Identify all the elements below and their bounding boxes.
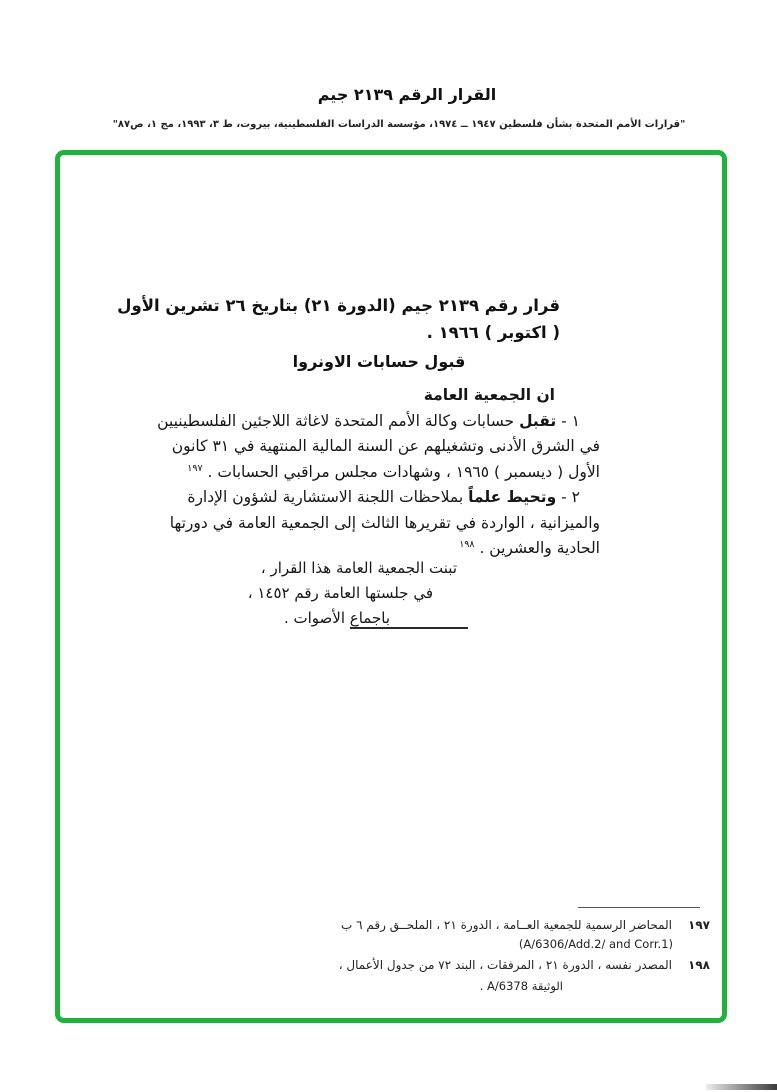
paragraph-2-line-1 [187,485,600,511]
resolution-title-line1: قرار رقم ٢١٣٩ جيم (الدورة ٢١) بتاريخ ٢٦ تشرين الأول [117,296,560,315]
adoption-line-1: تبنت الجمعية العامة هذا القرار ، [260,559,457,577]
resolution-title-line2: ( اكتوبر ) ١٩٦٦ . [426,323,560,342]
paragraph-1-text: حسابات وكالة الأمم المتحدة لاغاثة اللاجئين الفلسطينيين [157,411,515,430]
scan-artifact-strip [706,1084,777,1090]
end-divider-line [350,627,468,629]
footnote-197-number: ١٩٧ [688,918,710,932]
footnote-198 [339,958,710,972]
footnote-197 [341,918,710,932]
footnote-197-text: المحاضر الرسمية للجمعية العــامة ، الدورة ٢١ ، الملحــق رقم ٦ ب [340,918,673,932]
paragraph-1-text-end: الأول ( ديسمبر ) ١٩٦٥ ، وشهادات مجلس مراقبي الحسابات . [207,462,600,481]
paragraph-1-line-3 [187,460,600,486]
footnote-ref-197: ١٩٧ [187,462,203,474]
resolution-body [157,383,600,562]
footnote-divider-line [578,907,700,908]
footnote-198-document-code: الوثيقة A/6378 . [479,979,563,993]
preamble-heading: ان الجمعية العامة [423,386,555,404]
adoption-line-2: في جلستها العامة رقم ١٤٥٢ ، [247,584,433,602]
adoption-line-3: باجماع الأصوات . [283,609,390,627]
paragraph-1-line-2: في الشرق الأدنى وتشغيلهم عن السنة المالية المنتهية في ٣١ كانون [171,437,600,455]
adoption-formula [190,556,600,631]
paragraph-1-line-1 [157,409,600,435]
paragraph-2-verb: وتحيط علماً [468,488,557,506]
paragraph-2-line-2: والميزانية ، الواردة في تقريرها الثالث إلى الجمعية العامة في دورتها [169,513,600,532]
footnote-198-number: ١٩٨ [688,958,710,972]
paragraph-2-text: بملاحظات اللجنة الاستشارية لشؤون الإدارة [187,488,464,506]
footnote-198-text: المصدر نفسه ، الدورة ٢١ ، المرفقات ، البند ٧٢ من جدول الأعمال ، [338,958,673,972]
footnote-197-document-code: (A/6306/Add.2/ and Corr.1) [518,937,673,951]
paragraph-1-verb: تقبل [519,411,557,430]
resolution-title [117,292,560,346]
footnote-ref-198: ١٩٨ [459,538,475,550]
paragraph-2-number: ٢ - [561,488,580,506]
paragraph-1-number: ١ - [561,411,580,430]
source-citation: "قرارات الأمم المتحدة بشأن فلسطين ١٩٤٧ ــ ١٩٧٤، مؤسسة الدراسات الفلسطينية، بيروت، ط ٣، ١٩٩٣، مج ١، ص٨٧" [112,119,686,130]
paragraph-2-text-end: الحادية والعشرين . [479,539,600,557]
resolution-subject: قبول حسابات الاونروا [292,352,466,371]
page-title: القرار الرقم ٢١٣٩ جيم [317,85,497,104]
